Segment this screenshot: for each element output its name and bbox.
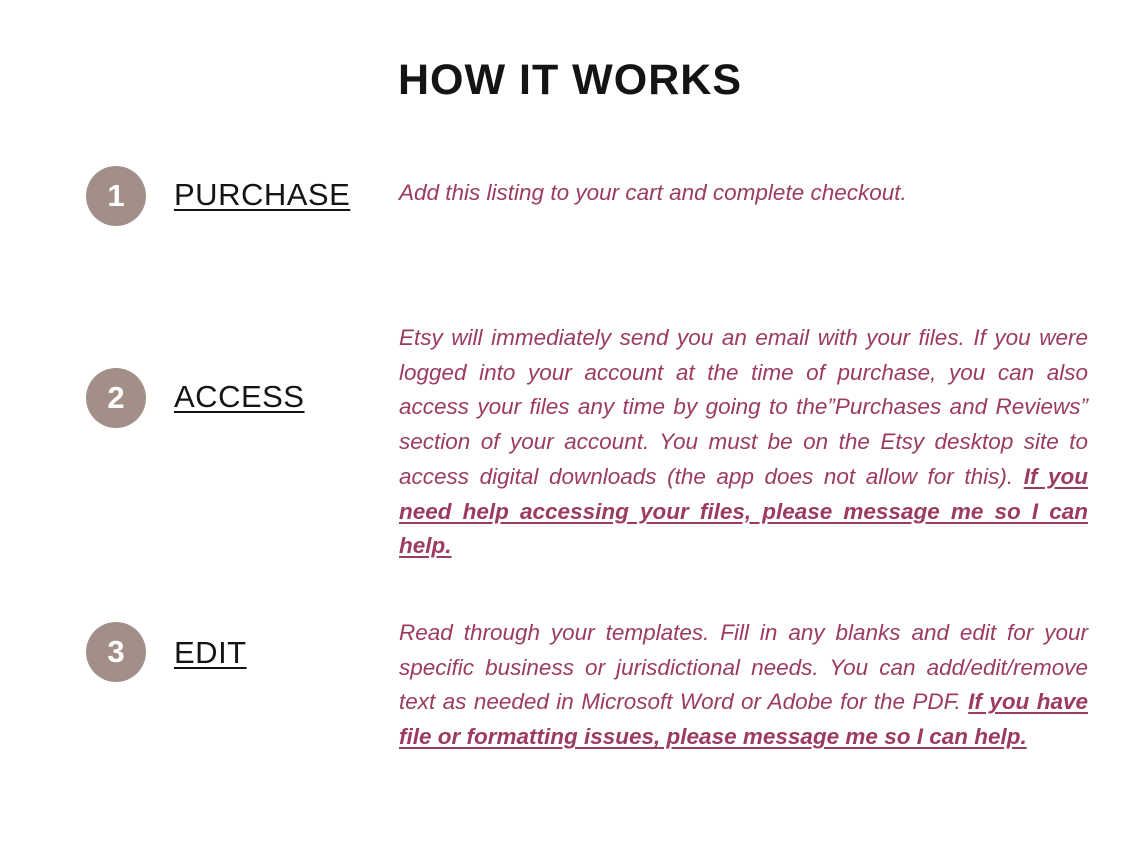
step-1-description xyxy=(399,176,1088,211)
page-title: HOW IT WORKS xyxy=(397,56,742,104)
step-3-description xyxy=(399,616,1088,755)
step-1-heading-purchase: PURCHASE xyxy=(174,177,351,212)
step-2-number-badge: 2 xyxy=(86,368,146,428)
step-3-text: Read through your templates. Fill in any blanks and edit for your specific business or jurisdictional needs. You can add/edit/remove text as needed in Microsoft Word or Adobe for the PDF. xyxy=(399,620,1088,715)
step-1-text: Add this listing to your cart and complete checkout. xyxy=(399,180,907,205)
step-2-heading-access: ACCESS xyxy=(174,379,305,414)
step-1-number-badge: 1 xyxy=(86,166,146,226)
step-3-number-badge: 3 xyxy=(86,622,146,682)
step-3-help-link[interactable]: If you have file or formatting issues, please message me so I can help. xyxy=(399,689,1088,750)
step-2-description xyxy=(399,321,1088,564)
step-2-help-link[interactable]: If you need help accessing your files, please message me so I can help. xyxy=(399,463,1088,559)
step-3-heading-edit: EDIT xyxy=(174,635,247,670)
step-2-text: Etsy will immediately send you an email with your files. If you were logged into your account at the time of purchase, you can also access your files any time by going to the”Purchases and Reviews” section of your account. You must be on the Etsy desktop site to access digital downloads (the app does not allow for this). xyxy=(399,325,1088,489)
